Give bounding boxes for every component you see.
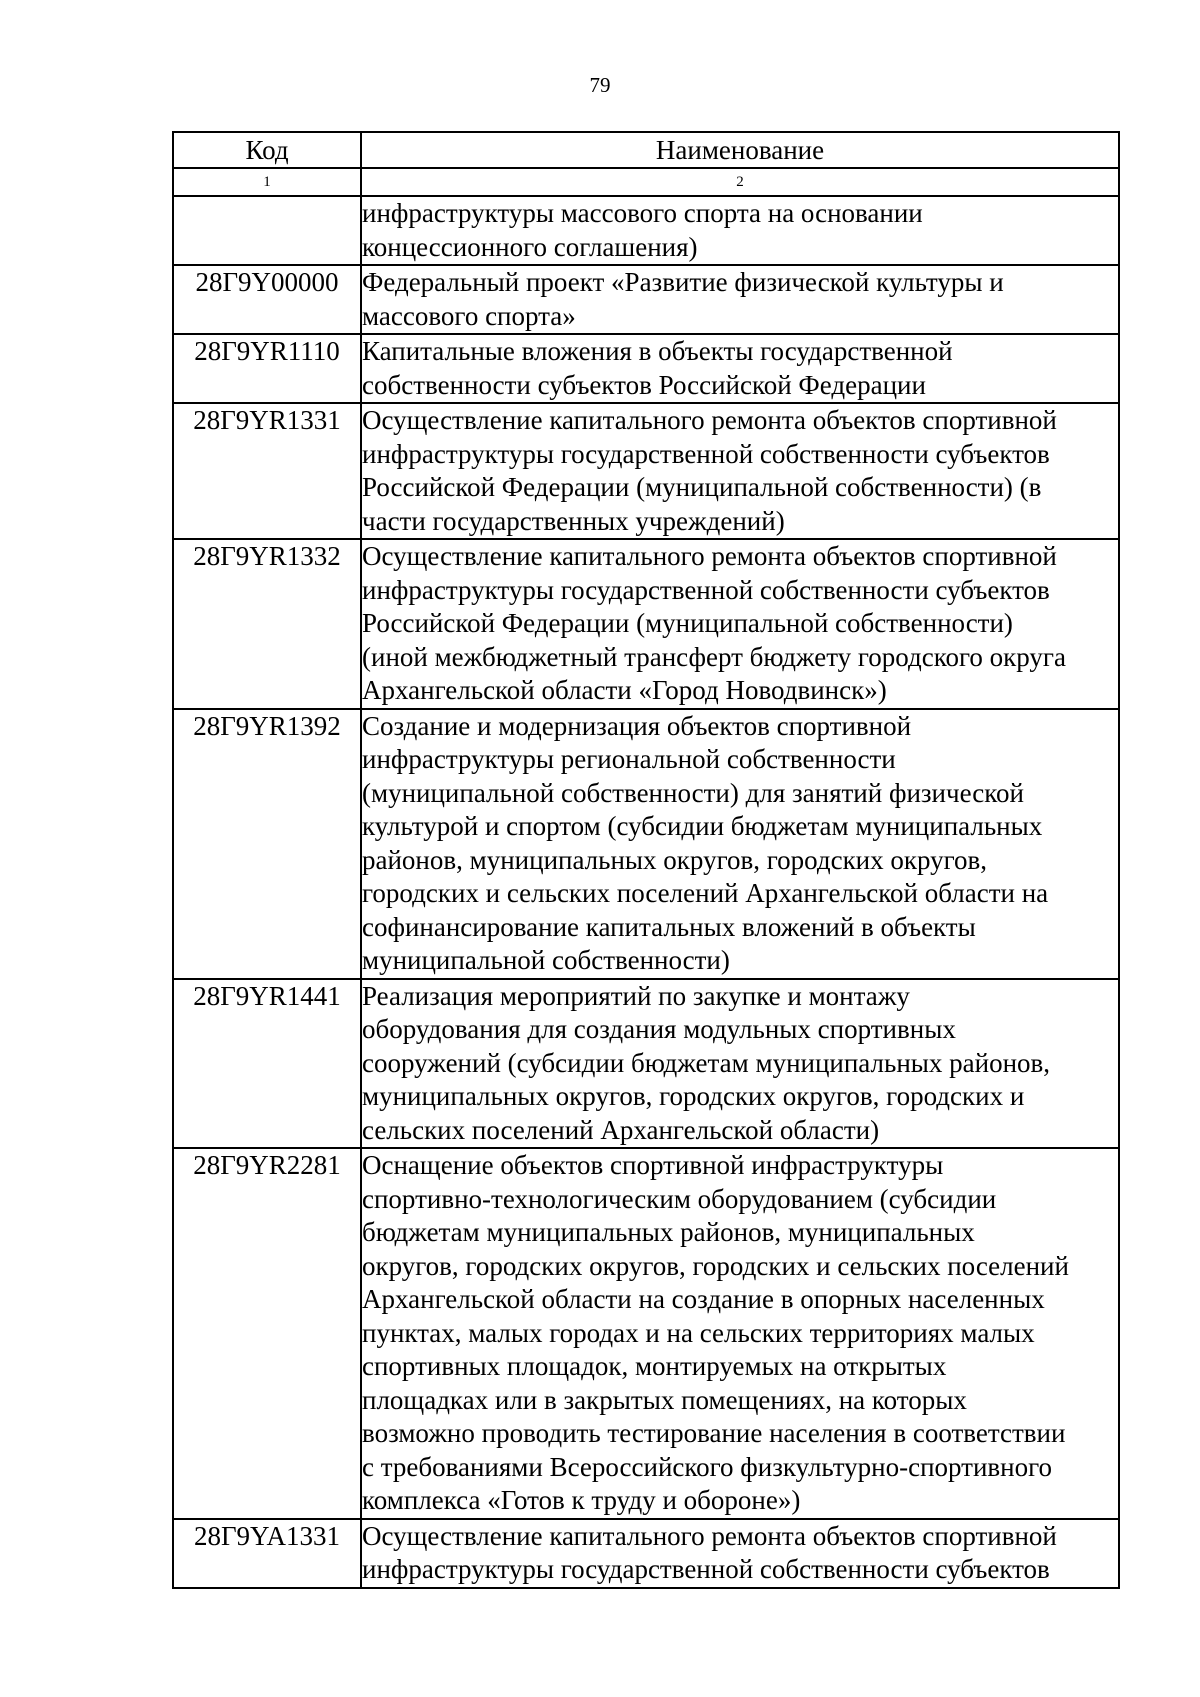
row-name: Реализация мероприятий по закупке и монтажу оборудования для создания модульных спортивных сооружений (субсидии бюджетам муниципальных районов, муниципальных округов, городских округов, городских и сельских поселений Архангельской области)	[361, 979, 1119, 1149]
column-number-2: 2	[361, 168, 1119, 196]
row-code: 28Г9YR2281	[173, 1148, 361, 1519]
row-name: Осуществление капитального ремонта объектов спортивной инфраструктуры государственной собственности субъектов Российской Федерации (муниципальной собственности) (в части государственных учреждений)	[361, 403, 1119, 539]
table-row	[173, 1148, 1119, 1519]
row-code: 28Г9YR1331	[173, 403, 361, 539]
table-row	[173, 334, 1119, 403]
header-name: Наименование	[361, 132, 1119, 168]
budget-code-table	[172, 131, 1120, 1589]
table-header-row	[173, 132, 1119, 168]
row-code: 28Г9YA1331	[173, 1519, 361, 1588]
row-code: 28Г9Y00000	[173, 265, 361, 334]
table-row	[173, 196, 1119, 265]
table-row	[173, 979, 1119, 1149]
header-code: Код	[173, 132, 361, 168]
column-number-row	[173, 168, 1119, 196]
row-name: Оснащение объектов спортивной инфраструктуры спортивно-технологическим оборудованием (субсидии бюджетам муниципальных районов, муниципальных округов, городских округов, городских и сельских поселений Архангельской области на создание в опорных населенных пунктах, малых городах и на сельских территориях малых спортивных площадок, монтируемых на открытых площадках или в закрытых помещениях, на которых возможно проводить тестирование населения в соответствии с требованиями Всероссийского физкультурно-спортивного комплекса «Готов к труду и обороне»)	[361, 1148, 1119, 1519]
table-row	[173, 539, 1119, 709]
row-name: Создание и модернизация объектов спортивной инфраструктуры региональной собственности (муниципальной собственности) для занятий физической культурой и спортом (субсидии бюджетам муниципальных районов, муниципальных округов, городских округов, городских и сельских поселений Архангельской области на софинансирование капитальных вложений в объекты муниципальной собственности)	[361, 709, 1119, 979]
page-number: 79	[589, 73, 611, 97]
row-code	[173, 196, 361, 265]
row-name: Осуществление капитального ремонта объектов спортивной инфраструктуры государственной собственности субъектов	[361, 1519, 1119, 1588]
row-name: инфраструктуры массового спорта на основании концессионного соглашения)	[361, 196, 1119, 265]
row-code: 28Г9YR1332	[173, 539, 361, 709]
row-code: 28Г9YR1110	[173, 334, 361, 403]
table-row	[173, 1519, 1119, 1588]
table-row	[173, 709, 1119, 979]
column-number-1: 1	[173, 168, 361, 196]
row-name: Осуществление капитального ремонта объектов спортивной инфраструктуры государственной собственности субъектов Российской Федерации (муниципальной собственности) (иной межбюджетный трансферт бюджету городского округа Архангельской области «Город Новодвинск»)	[361, 539, 1119, 709]
table-row	[173, 265, 1119, 334]
row-name: Федеральный проект «Развитие физической культуры и массового спорта»	[361, 265, 1119, 334]
row-name: Капитальные вложения в объекты государственной собственности субъектов Российской Федерации	[361, 334, 1119, 403]
row-code: 28Г9YR1392	[173, 709, 361, 979]
table-row	[173, 403, 1119, 539]
row-code: 28Г9YR1441	[173, 979, 361, 1149]
